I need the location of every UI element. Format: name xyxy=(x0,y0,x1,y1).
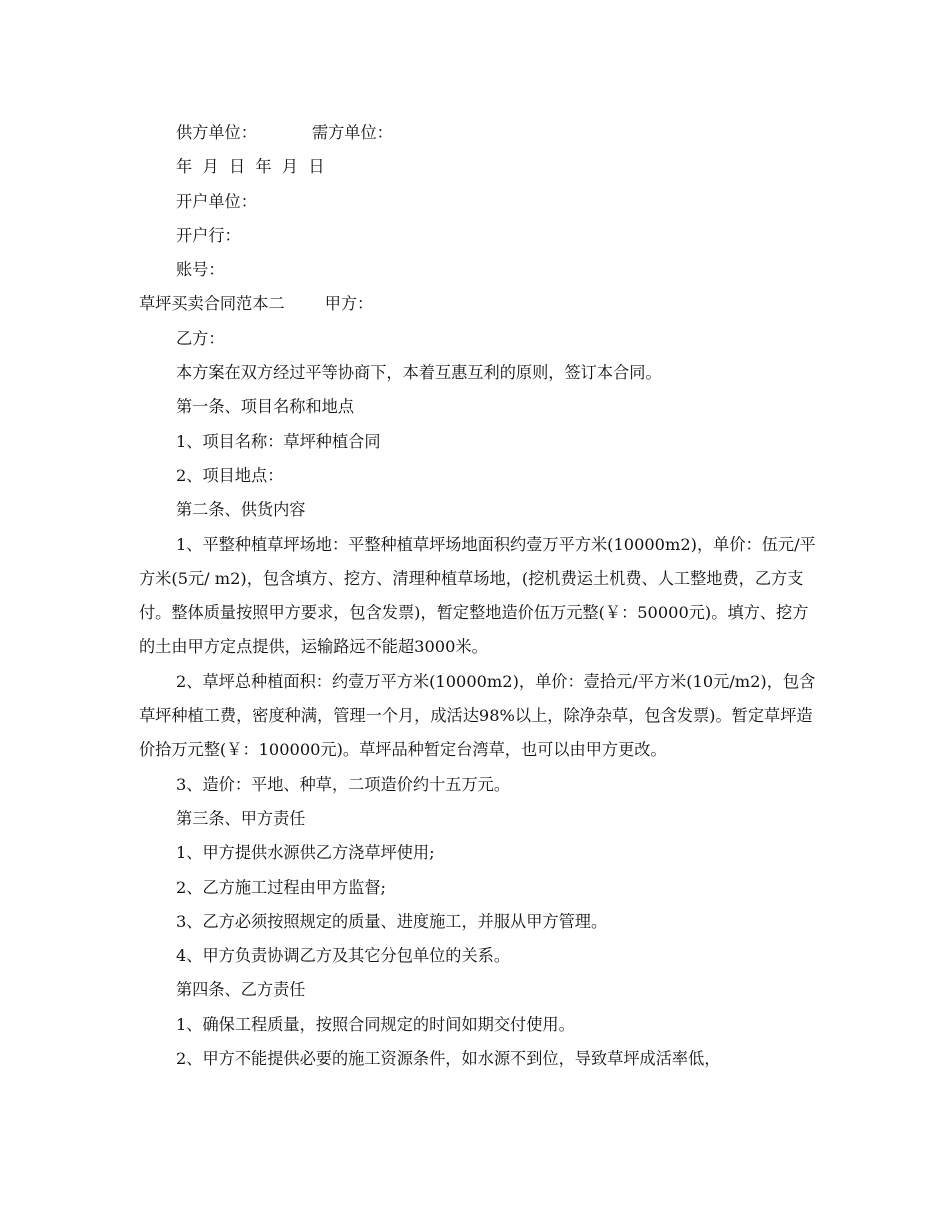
article-3-heading: 第三条、甲方责任 xyxy=(176,808,306,828)
article-4-item-2: 2、甲方不能提供必要的施工资源条件，如水源不到位，导致草坪成活率低， xyxy=(176,1049,721,1069)
article-1-item-2: 2、项目地点： xyxy=(176,465,284,485)
title-line xyxy=(139,287,819,321)
article-3-item-1: 1、甲方提供水源供乙方浇草坪使用; xyxy=(176,843,435,863)
article-3-item-4: 4、甲方负责协调乙方及其它分包单位的关系。 xyxy=(176,946,511,966)
bank-label: 开户行： xyxy=(176,225,241,245)
article-1-heading: 第一条、项目名称和地点 xyxy=(176,397,355,417)
buyer-unit-label: 需方单位： xyxy=(311,123,393,142)
intro-paragraph: 本方案在双方经过平等协商下，本着互惠互利的原则，签订本合同。 xyxy=(176,363,662,383)
account-number-label: 账号： xyxy=(176,260,225,280)
party-b-label: 乙方： xyxy=(176,328,225,348)
article-2-item-1: 1、平整种植草坪场地：平整种植草坪场地面积约壹万平方米(10000m2)，单价：伍元/平方米(5元/ m2)，包含填方、挖方、清理种植草场地，(挖机费运土机费、人工整地费，乙方支付。整体质量按照甲方要求，包含发票)，暂定整地造价伍万元整(￥：50000元)。填方、挖方的土由甲方定点提供，运输路远不能超3000米。 xyxy=(139,534,816,657)
line-units xyxy=(139,116,819,150)
document-title: 草坪买卖合同范本二 xyxy=(139,294,285,314)
article-3-item-3: 3、乙方必须按照规定的质量、进度施工，并服从甲方管理。 xyxy=(176,911,608,931)
supplier-unit-label: 供方单位： xyxy=(176,123,257,142)
article-2-item-3: 3、造价：平地、种草，二项造价约十五万元。 xyxy=(176,774,511,794)
date-line: 年 月 日 年 月 日 xyxy=(176,157,325,177)
article-4-heading: 第四条、乙方责任 xyxy=(176,980,306,1000)
contract-body xyxy=(139,116,819,1076)
article-4-item-1: 1、确保工程质量，按照合同规定的时间如期交付使用。 xyxy=(176,1014,575,1034)
article-1-item-1: 1、项目名称：草坪种植合同 xyxy=(176,431,381,451)
account-holder-label: 开户单位： xyxy=(176,191,257,211)
article-2-heading: 第二条、供货内容 xyxy=(176,500,306,520)
article-2-item-2: 2、草坪总种植面积：约壹万平方米(10000m2)，单价：壹拾元/平方米(10元/m2)，包含草坪种植工费，密度种满，管理一个月，成活达98%以上，除净杂草，包含发票)。暂定草坪造价拾万元整(￥：100000元)。草坪品种暂定台湾草，也可以由甲方更改。 xyxy=(139,671,816,760)
party-a-label: 甲方： xyxy=(324,294,374,314)
article-3-item-2: 2、乙方施工过程由甲方监督; xyxy=(176,877,387,897)
